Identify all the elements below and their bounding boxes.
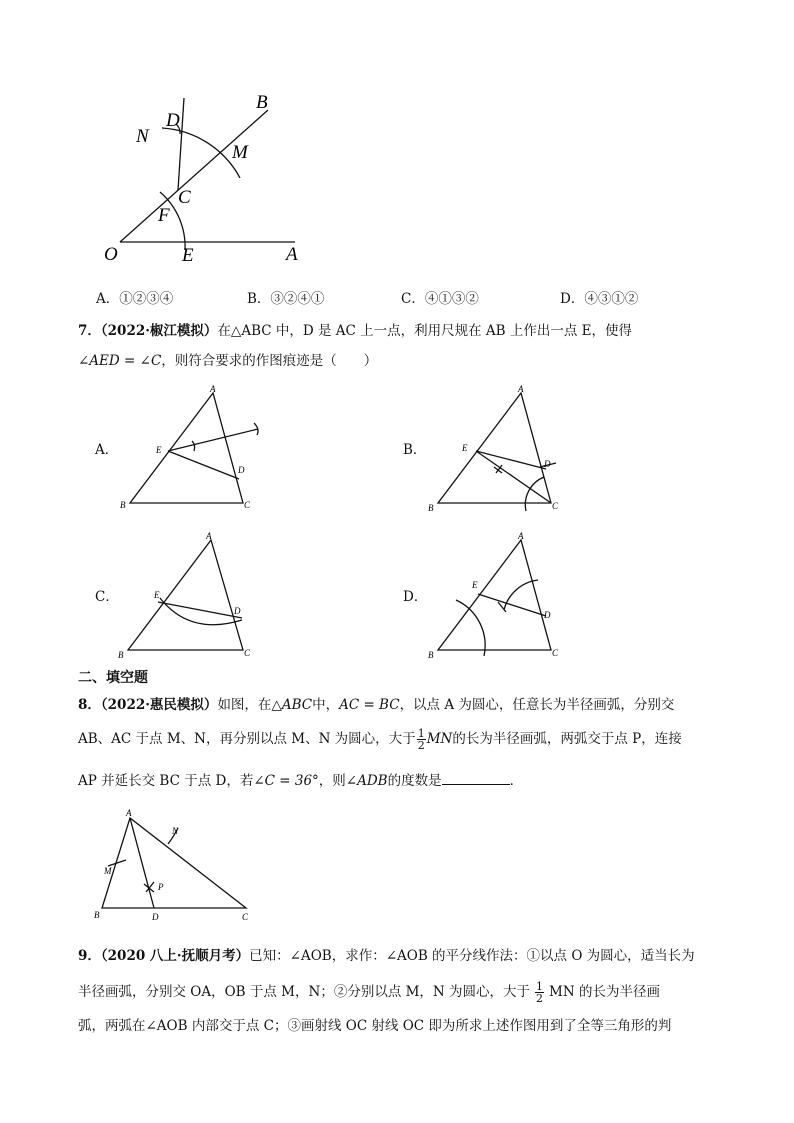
text-run: 如图，在 [217,697,272,713]
fraction-numerator: 1 [417,727,425,740]
triangle-abc [438,540,551,650]
fraction-numerator: 1 [536,980,544,993]
q7-option-a[interactable] [95,440,118,460]
label-b: B [256,92,268,113]
arc-mark-1 [192,441,195,451]
option-letter: D． [560,291,585,307]
label-c: C [244,648,251,658]
segment-ed [478,594,546,616]
text-run: 已知：∠AOB，求作：∠AOB 的平分线作法：①以点 O 为圆心，适当长为 [249,948,695,964]
math-triangle: △ABC [271,697,313,713]
label-d: D [238,465,245,475]
triangle-abc [128,540,243,650]
question-number: 9． [78,948,101,964]
label-m: M [104,866,112,876]
triangle-abc [438,393,551,503]
fraction-denominator: 2 [536,992,544,1005]
option-text: ③②④① [270,291,325,307]
triangle-abc [130,393,243,503]
option-letter: C． [95,589,119,605]
question-text: ，则符合要求的作图痕迹是（ ） [161,353,378,369]
question-source: （2020 八上·抚顺月考） [100,948,250,964]
text-run: AB、AC 于点 M、N，再分别以点 M、N 为圆心，大于 [78,731,416,747]
label-e: E [156,445,162,455]
q9-line3 [78,1016,671,1036]
q7-option-b[interactable] [403,440,426,460]
q6-option-b[interactable] [247,289,324,309]
label-m: M [232,142,248,163]
label-n: N [136,126,149,147]
q7-option-d[interactable] [403,587,427,607]
label-a: A [518,384,524,394]
label-f: F [158,205,170,226]
text-run: 中， [312,697,340,713]
label-a: A [286,244,298,265]
q7-figure-a [118,385,278,515]
label-d: D [544,610,551,620]
option-letter: A． [96,291,120,307]
q8-figure [92,810,262,925]
label-c: C [178,187,191,208]
q6-figure [100,88,320,268]
math-equality: AC = BC [339,697,400,713]
label-a: A [206,531,212,541]
label-e: E [154,590,160,600]
q9-line1 [78,946,695,966]
text-run: MN 的长为半径画 [549,984,660,1000]
math-angle: ∠AED = ∠C [78,353,162,369]
label-b: B [428,503,434,513]
question-source: （2022·惠民模拟） [100,697,218,713]
section-title: 二、填空题 [78,670,148,686]
label-a: A [210,384,216,394]
text-run: 的度数是 [387,773,442,789]
q9-line2 [78,981,660,1004]
q7-option-c[interactable] [95,587,119,607]
q8-line2 [78,728,682,751]
q8-line3 [78,770,523,791]
math-angle-adb: ∠ADB [345,773,388,789]
label-c: C [242,912,249,922]
option-letter: D． [403,589,428,605]
segment-ec [476,451,551,503]
label-d: D [166,110,180,131]
label-c: C [244,500,251,510]
label-e: E [182,245,194,266]
label-d: D [152,912,159,922]
label-p: P [158,882,164,892]
question-number: 7． [78,323,101,339]
label-n: N [172,826,179,836]
label-o: O [104,244,118,265]
q7-figure-c [118,532,278,662]
label-b: B [118,650,124,660]
arc-at-c [525,477,544,511]
label-c: C [552,501,559,511]
text-run: ． [509,773,524,789]
label-d: D [544,459,551,469]
option-letter: B． [247,291,271,307]
label-b: B [120,500,126,510]
text-run: ，则 [318,773,346,789]
label-c: C [552,648,559,658]
q8-line1 [78,695,674,715]
fraction-denominator: 2 [417,739,425,752]
fraction-half [535,981,544,1004]
math-angle-c: ∠C = 36° [253,773,319,789]
q7-line2 [78,351,377,371]
label-d: D [234,606,241,616]
text-run: 弧，两弧在∠AOB 内部交于点 C；③画射线 OC 射线 OC 即为所求上述作图用到了全等三角形的判 [78,1018,672,1034]
segment-ed [476,451,546,469]
question-text: 在△ABC 中，D 是 AC 上一点，利用尺规在 AB 上作出一点 E，使得 [217,323,633,339]
text-run: AP 并延长交 BC 于点 D，若 [78,773,254,789]
fraction-half [417,728,426,751]
text-run: 的长为半径画弧，两弧交于点 P，连接 [452,731,682,747]
label-b: B [94,910,100,920]
option-text: ④③①② [584,291,639,307]
answer-blank[interactable] [442,770,510,785]
option-text: ①②③④ [119,291,174,307]
label-a: A [126,808,132,818]
q6-option-c[interactable] [401,289,479,309]
label-b: B [428,650,434,660]
q7-line1 [78,321,632,341]
q7-figure-d [426,532,586,662]
q6-option-d[interactable] [560,289,638,309]
question-source: （2022·椒江模拟） [100,323,218,339]
math-segment: MN [426,731,453,747]
segment-ed [168,451,239,479]
label-a: A [518,531,524,541]
option-letter: B． [403,442,427,458]
label-e: E [462,443,468,453]
option-letter: C． [401,291,425,307]
text-run: ，以点 A 为圆心，任意长为半径画弧，分别交 [399,697,675,713]
text-run: 半径画弧，分别交 OA，OB 于点 M，N；②分别以点 M，N 为圆心，大于 [78,984,531,1000]
segment-ad [130,818,154,908]
option-text: ④①③② [424,291,479,307]
ray-construction [168,429,258,451]
option-letter: A． [95,442,119,458]
question-number: 8． [78,697,101,713]
label-e: E [472,580,478,590]
arc-at-b [456,600,485,656]
q6-option-a[interactable] [96,289,173,309]
q7-figure-b [426,385,586,515]
